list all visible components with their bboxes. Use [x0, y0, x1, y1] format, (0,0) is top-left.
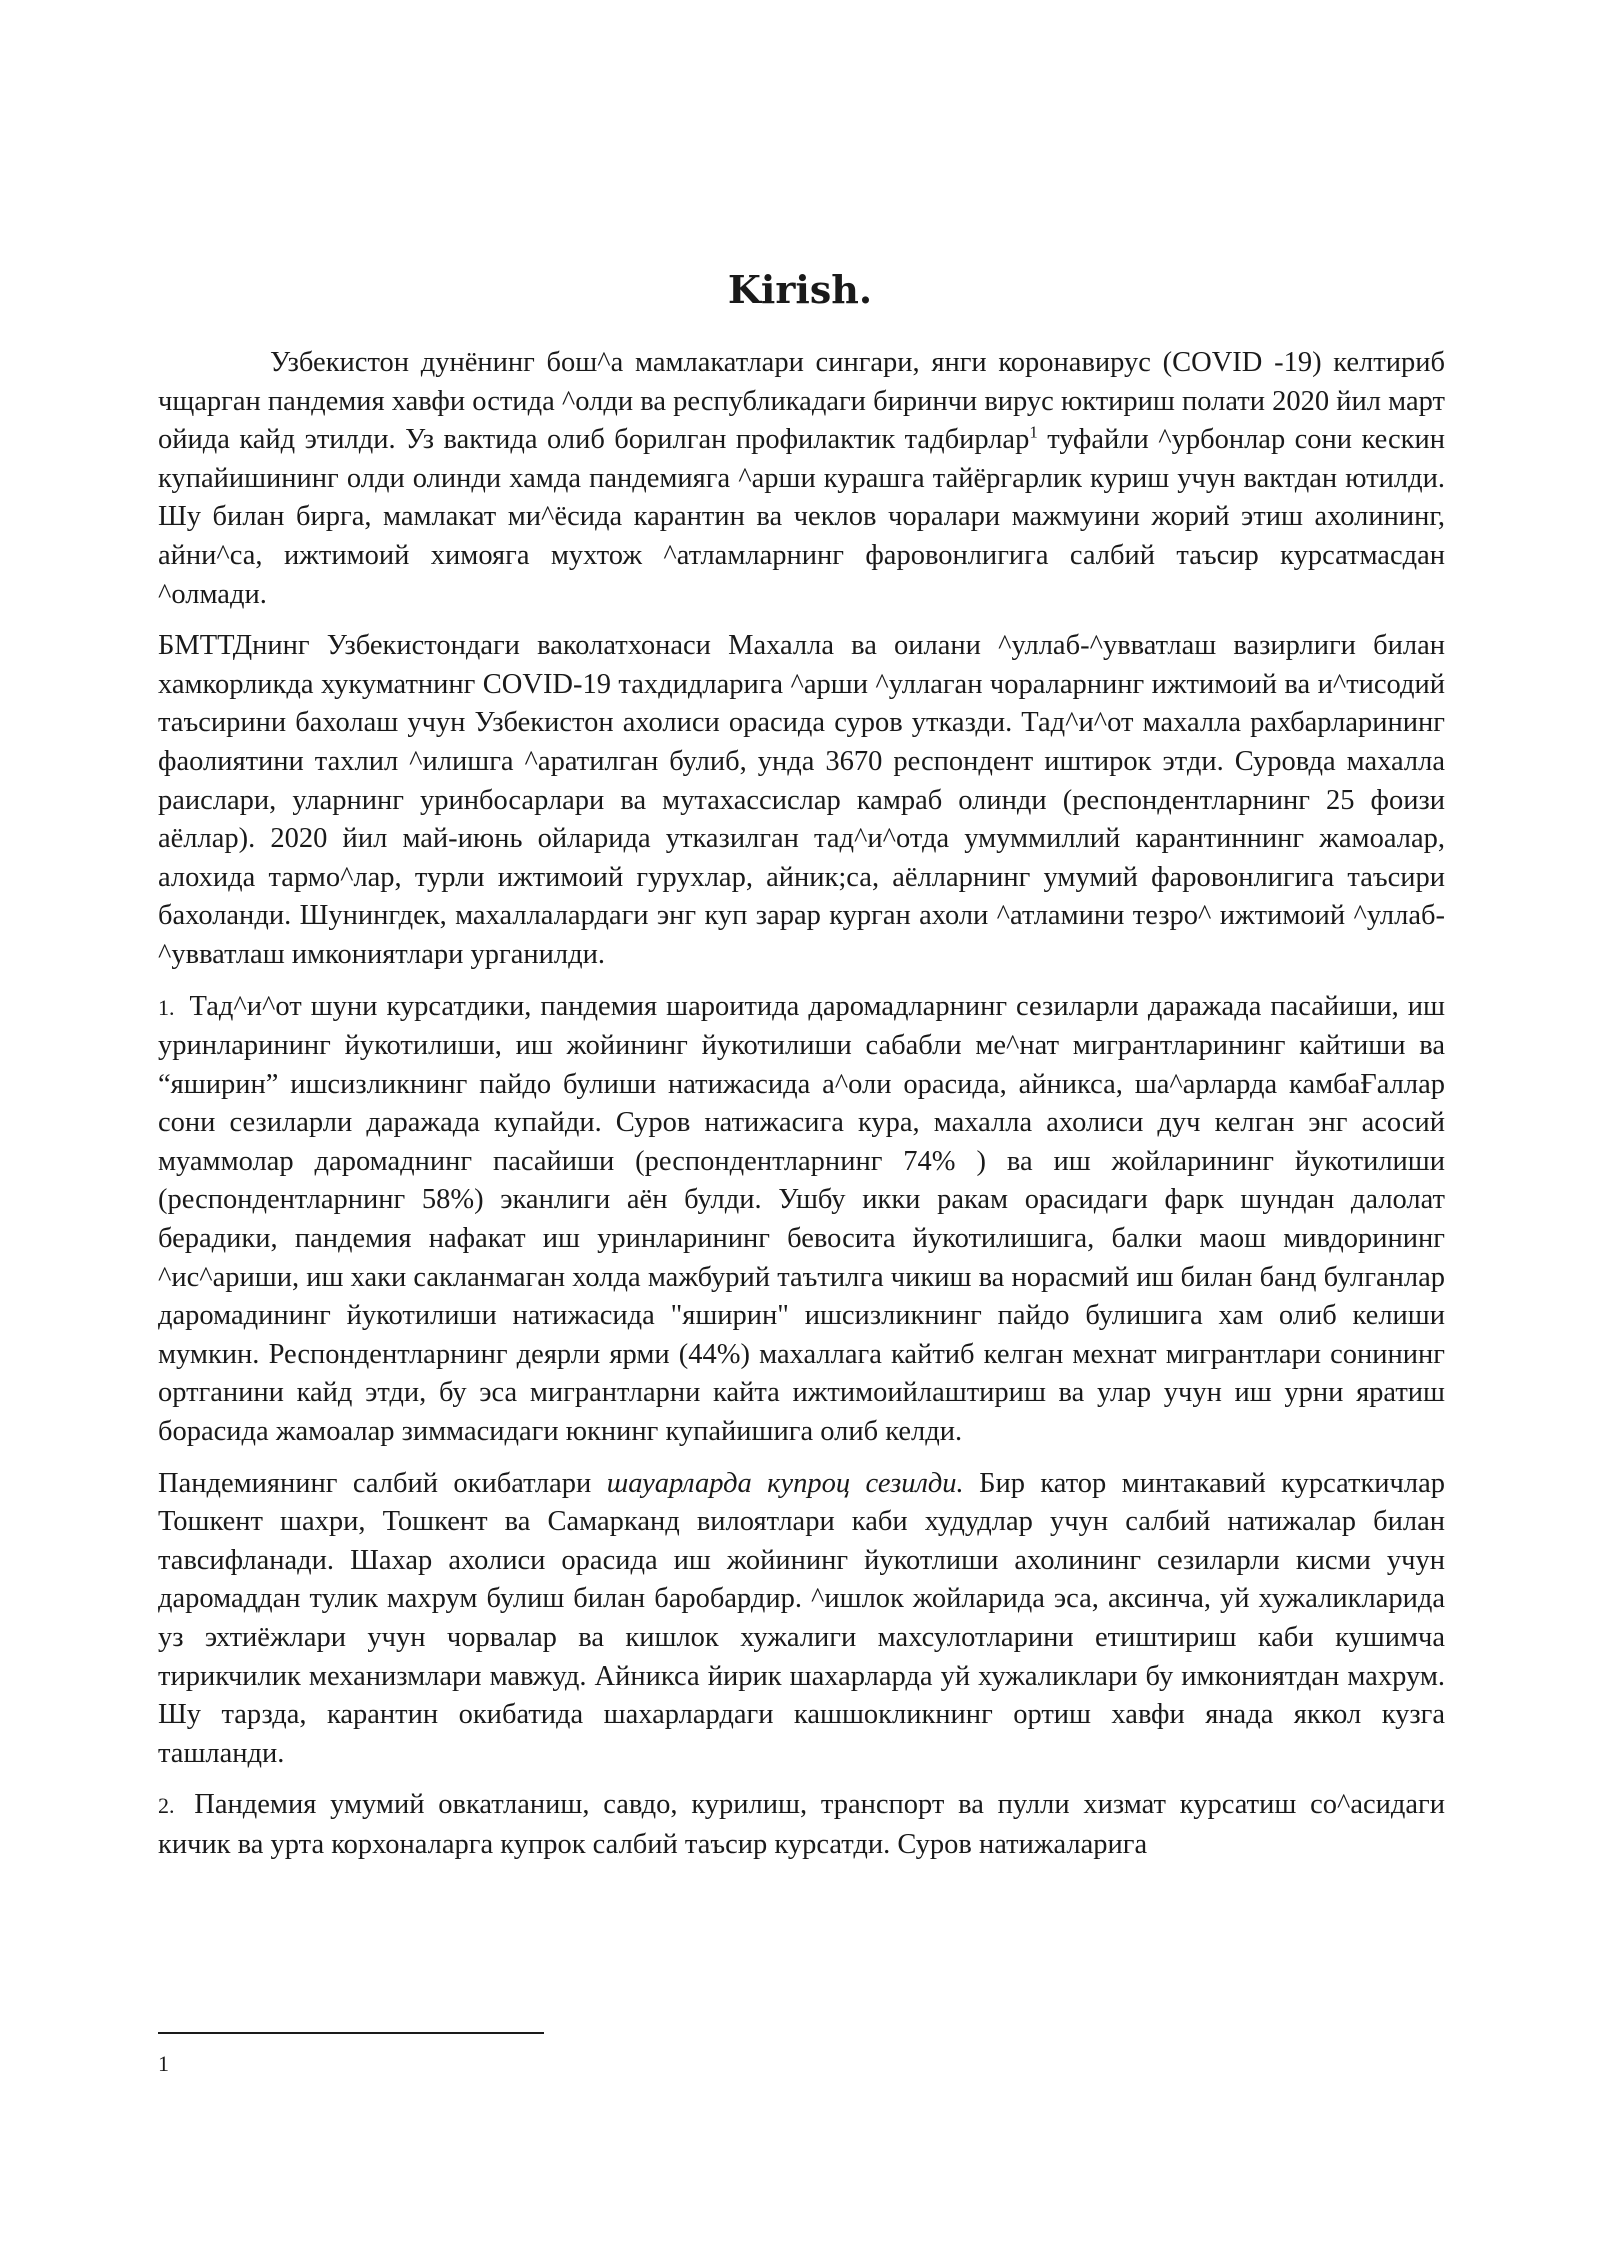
footnote-separator	[158, 2032, 544, 2034]
document-body	[158, 344, 1445, 1878]
paragraph-cities	[158, 1465, 1445, 1774]
paragraph-intro-text-cont: туфайли ^урбонлар сони кескин купайишининг олди олинди хамда пандемияга ^арши курашга тайёргарлик куриш учун вактдан ютилди. Шу билан бирга, мамлакат ми^ёсида карантин ва чеклов чоралари мажмуини жорий этиш ахолининг, айни^са, ижтимоий химояга мухтож ^атламларнинг фаровонлигига салбий таъсир курсатмасдан ^олмади.	[158, 424, 1446, 610]
paragraph-numbered-1	[158, 988, 1445, 1452]
paragraph-cities-rest: Бир катор минтакавий курсаткичлар Тошкент шахри, Тошкент ва Самарканд вилоятлари каби худудлар учун салбий натижалар билан тавсифланади. Шахар ахолиси орасида иш жойининг йукотлиши ахолининг сезиларли кисми учун даромаддан тулик махрум булиш билан баробардир. ^ишлок жойларида эса, аксинча, уй хужаликларида уз эхтиёжлари учун чорвалар ва кишлок хужалиги махсулотларини етиштириш каби кушимча тирикчилик механизмлари мавжуд. Айникса йирик шахарларда уй хужаликлари бу имкониятдан махрум. Шу тарзда, карантин окибатида шахарлардаги кашшокликнинг ортиш хавфи янада яккол кузга ташланди.	[158, 1467, 1445, 1769]
list-number: 1.	[158, 994, 175, 1020]
footnote-reference[interactable]: 1	[1029, 422, 1038, 442]
paragraph-intro-text: Узбекистон дунёнинг бош^а мамлакатлари сингари, янги коронавирус (COVID -19) келтириб чщарган пандемия хавфи остида ^олди ва республикадаги биринчи вирус юктириш полати 2020 йил март ойида кайд этилди. Уз вактида олиб борилган профилактик тадбирлар	[158, 347, 1445, 456]
page-title: Kirish.	[727, 267, 873, 312]
paragraph-intro	[158, 344, 1445, 614]
paragraph-numbered-2-text: Пандемия умумий овкатланиш, савдо, курилиш, транспорт ва пулли хизмат курсатиш со^асидаги кичик ва урта корхоналарга купрок салбий таъсир курсатди. Суров натижаларига	[158, 1789, 1445, 1860]
emphasis-text: шауарларда купроц сезилди.	[606, 1467, 964, 1499]
list-number: 2.	[158, 1793, 175, 1819]
paragraph-numbered-2	[158, 1786, 1445, 1864]
paragraph-survey: БМТТДнинг Узбекистондаги ваколатхонаси Махалла ва оилани ^уллаб-^увватлаш вазирлиги билан хамкорликда хукуматнинг COVID-19 тахдидларига ^арши ^уллаган чораларнинг ижтимоий ва и^тисодий таъсирини бахолаш учун Узбекистон ахолиси орасида суров утказди. Тад^и^от махалла рахбарларининг фаолиятини тахлил ^илишга ^аратилган булиб, унда 3670 респондент иштирок этди. Суровда махалла раислари, уларнинг уринбосарлари ва мутахассислар камраб олинди (респондентларнинг 25 фоизи аёллар). 2020 йил май-июнь ойларида утказилган тад^и^отда умуммиллий карантиннинг жамоалар, алохида тармо^лар, турли ижтимоий гурухлар, айник;са, аёлларнинг умумий фаровонлигига таъсири бахоланди. Шунингдек, махаллалардаги энг куп зарар курган ахоли ^атламини тезро^ ижтимоий ^уллаб-^увватлаш имкониятлари урганилди.	[158, 630, 1445, 970]
paragraph-cities-start: Пандемиянинг салбий окибатлари	[158, 1467, 607, 1499]
paragraph-numbered-1-text: Тад^и^от шуни курсатдики, пандемия шароитида даромадларнинг сезиларли даражада пасайиши, иш уринларининг йукотилиши, иш жойининг йукотилиши сабабли ме^нат мигрантларининг кайтиши ва “яширин” ишсизликнинг пайдо булиши натижасида а^оли орасида, айникса, ша^арларда камбаҒаллар сони сезиларли даражада купайди. Суров натижасига кура, махалла ахолиси дуч келган энг асосий муаммолар даромаднинг пасайиши (респондентларнинг 74% ) ва иш жойларининг йукотилиши (респондентларнинг 58%) эканлиги аён булди. Ушбу икки ракам орасидаги фарк шундан далолат берадики, пандемия нафакат иш уринларининг бевосита йукотилишига, балки маош мивдорининг ^ис^ариши, иш хаки сакланмаган холда мажбурий таътилга чикиш ва норасмий иш билан банд булганлар даромадининг йукотилиши натижасида "яширин" ишсизликнинг пайдо булишига хам олиб келиши мумкин. Респондентларнинг деярли ярми (44%) махаллага кайтиб келган мехнат мигрантлари сонининг ортганини кайд этди, бу эса мигрантларни кайта ижтимоийлаштириш ва улар учун иш урни яратиш борасида жамоалар зиммасидаги юкнинг купайишига олиб келди.	[158, 990, 1445, 1448]
footnote-number: 1	[158, 2051, 169, 2076]
